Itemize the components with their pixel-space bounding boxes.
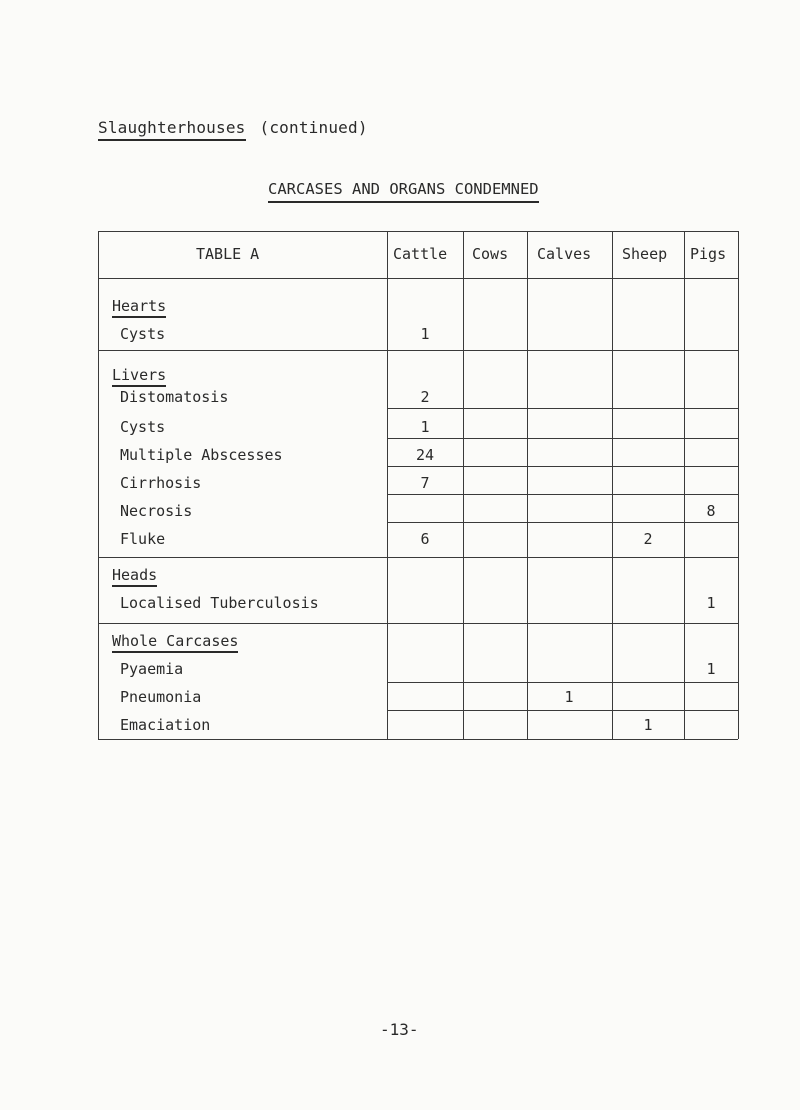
table-cell-value: 7 bbox=[420, 474, 430, 492]
section-title-text: Heads bbox=[112, 566, 157, 587]
section-title-text: Hearts bbox=[112, 297, 166, 318]
column-divider bbox=[684, 231, 685, 739]
section-heading-text: Slaughterhouses bbox=[98, 118, 246, 141]
table-cell-value: 1 bbox=[643, 716, 653, 734]
row-label: Pneumonia bbox=[120, 688, 202, 706]
table-cell-value: 1 bbox=[706, 594, 716, 612]
row-label: Cirrhosis bbox=[120, 474, 202, 492]
section-title-heads bbox=[112, 566, 157, 584]
table-label: TABLE A bbox=[196, 245, 260, 263]
row-label: Distomatosis bbox=[120, 388, 229, 406]
row-label: Localised Tuberculosis bbox=[120, 594, 319, 612]
row-divider bbox=[387, 438, 738, 439]
row-divider bbox=[387, 408, 738, 409]
table-cell-value: 1 bbox=[420, 418, 430, 436]
column-divider bbox=[463, 231, 464, 739]
row-label: Cysts bbox=[120, 418, 166, 436]
row-divider bbox=[387, 466, 738, 467]
table-right-border bbox=[738, 231, 739, 739]
row-label: Fluke bbox=[120, 530, 166, 548]
table-left-border bbox=[98, 231, 99, 739]
table-cell-value: 24 bbox=[415, 446, 435, 464]
column-header-sheep: Sheep bbox=[622, 245, 668, 263]
row-divider bbox=[387, 522, 738, 523]
table-cell-value: 1 bbox=[420, 325, 430, 343]
column-divider bbox=[612, 231, 613, 739]
section-title-whole-carcases bbox=[112, 632, 238, 650]
column-header-cattle: Cattle bbox=[393, 245, 448, 263]
section-heading-suffix: (continued) bbox=[259, 118, 368, 137]
section-divider bbox=[98, 623, 738, 624]
row-label: Necrosis bbox=[120, 502, 193, 520]
table-cell-value: 6 bbox=[420, 530, 430, 548]
table-cell-value: 2 bbox=[643, 530, 653, 548]
column-divider bbox=[527, 231, 528, 739]
row-label: Emaciation bbox=[120, 716, 211, 734]
section-title-livers bbox=[112, 366, 166, 384]
row-divider bbox=[387, 682, 738, 683]
table-top-border bbox=[98, 231, 738, 232]
column-header-cows: Cows bbox=[472, 245, 509, 263]
row-label: Pyaemia bbox=[120, 660, 184, 678]
row-divider bbox=[387, 710, 738, 711]
section-title-text: Livers bbox=[112, 366, 166, 387]
section-divider bbox=[98, 557, 738, 558]
table-cell-value: 1 bbox=[564, 688, 574, 706]
table-title: CARCASES AND ORGANS CONDEMNED bbox=[268, 180, 539, 203]
section-title-hearts bbox=[112, 297, 166, 315]
row-label: Multiple Abscesses bbox=[120, 446, 283, 464]
page-number: -13- bbox=[380, 1020, 419, 1039]
row-divider bbox=[387, 494, 738, 495]
section-heading bbox=[98, 118, 368, 137]
table-cell-value: 1 bbox=[706, 660, 716, 678]
column-header-calves: Calves bbox=[537, 245, 592, 263]
row-label: Cysts bbox=[120, 325, 166, 343]
table-cell-value: 8 bbox=[706, 502, 716, 520]
header-bottom-border bbox=[98, 278, 738, 279]
section-title-text: Whole Carcases bbox=[112, 632, 238, 653]
column-divider bbox=[387, 231, 388, 739]
column-header-pigs: Pigs bbox=[690, 245, 727, 263]
table-bottom-border bbox=[98, 739, 738, 740]
table-cell-value: 2 bbox=[420, 388, 430, 406]
section-divider bbox=[98, 350, 738, 351]
